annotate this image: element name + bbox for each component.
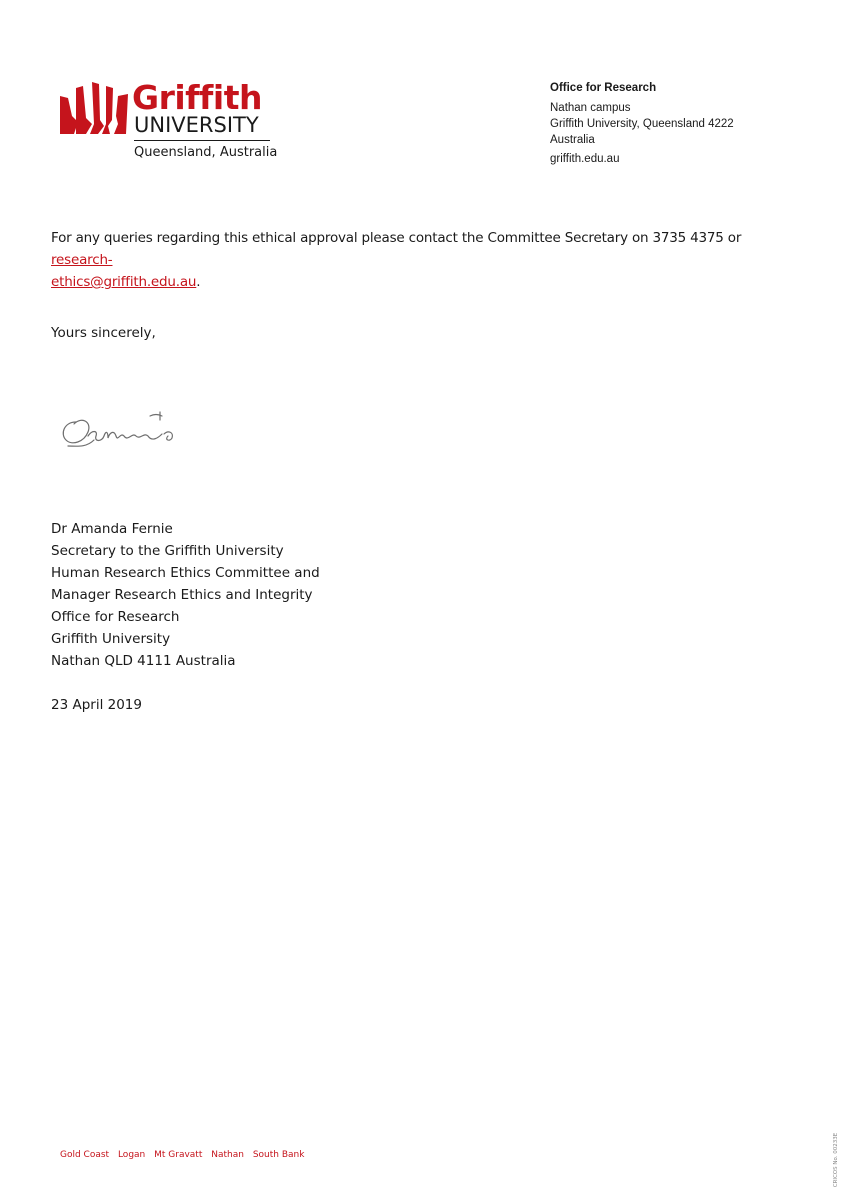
query-end: . xyxy=(196,274,201,290)
query-paragraph xyxy=(51,227,781,293)
cricos-number: CRICOS No. 00233E xyxy=(833,1132,839,1188)
query-text: For any queries regarding this ethical approval please contact the Committee Secretary on 3735 4375 or xyxy=(51,230,742,246)
signatory-line: Manager Research Ethics and Integrity xyxy=(51,587,313,603)
logo-griffith-text: Griffith xyxy=(132,78,262,117)
campus-label: Mt Gravatt xyxy=(154,1150,203,1160)
office-website: griffith.edu.au xyxy=(550,153,620,165)
signatory-line: Office for Research xyxy=(51,609,180,625)
campus-label: Logan xyxy=(117,1150,146,1160)
campus-label: Nathan xyxy=(211,1150,244,1160)
signatory-line: Human Research Ethics Committee and xyxy=(51,565,320,581)
signatory-line: Secretary to the Griffith University xyxy=(51,543,284,559)
closing-salutation: Yours sincerely, xyxy=(51,325,156,341)
logo-location-text: Queensland, Australia xyxy=(134,145,278,160)
office-address-line: Griffith University, Queensland 4222 xyxy=(550,118,734,130)
email-link[interactable]: research- ethics@griffith.edu.au xyxy=(51,252,197,290)
griffith-flame-icon xyxy=(58,80,130,136)
signature-image xyxy=(58,402,183,457)
logo-divider xyxy=(134,140,270,141)
signatory-block xyxy=(51,518,320,672)
logo-university-text: UNIVERSITY xyxy=(134,113,259,137)
signatory-name: Dr Amanda Fernie xyxy=(51,521,173,537)
office-title: Office for Research xyxy=(550,82,657,94)
footer-campuses xyxy=(60,1150,310,1160)
signatory-line: Nathan QLD 4111 Australia xyxy=(51,653,236,669)
office-address-line: Australia xyxy=(550,134,595,146)
campus-label: Gold Coast xyxy=(60,1150,110,1160)
griffith-logo xyxy=(58,80,280,166)
office-address-line: Nathan campus xyxy=(550,102,631,114)
campus-label: South Bank xyxy=(252,1150,305,1160)
letter-date: 23 April 2019 xyxy=(51,697,142,713)
signatory-line: Griffith University xyxy=(51,631,171,647)
office-address-block xyxy=(550,80,810,167)
